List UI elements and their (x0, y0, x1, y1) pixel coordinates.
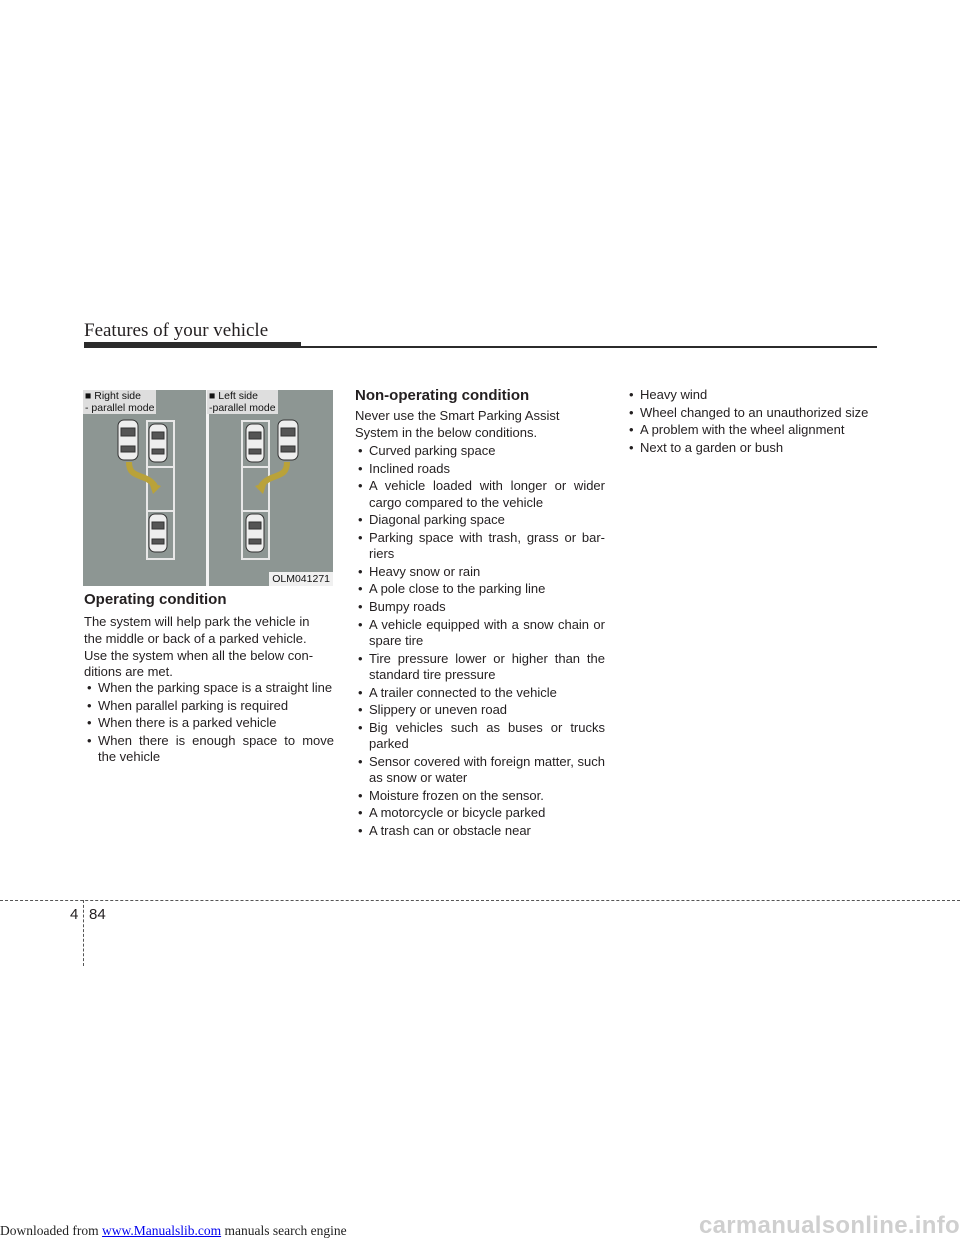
operating-list (84, 680, 334, 767)
list-item: • Heavy snow or rain (355, 564, 605, 580)
list-item: • Diagonal parking space (355, 512, 605, 528)
intro-line: the middle or back of a parked vehicle. (84, 630, 307, 646)
list-item: • When there is a parked vehicle (84, 715, 334, 731)
intro-line: Use the system when all the below con- (84, 647, 314, 663)
watermark: carmanualsonline.info (698, 1212, 960, 1239)
car-icon (246, 424, 264, 462)
list-item: • Parking space with trash, grass or bar-riers (355, 530, 605, 563)
list-item: • A pole close to the parking line (355, 581, 605, 597)
car-icon (149, 424, 167, 462)
footer-vertical-rule (83, 900, 84, 966)
car-icon (246, 514, 264, 552)
car-icon (278, 420, 298, 460)
page-number: 84 (89, 906, 106, 923)
car-icon (118, 420, 138, 460)
header-rule (84, 346, 877, 348)
list-item: • Curved parking space (355, 443, 605, 459)
intro-line: Never use the Smart Parking Assist (355, 408, 560, 423)
parking-illustration (83, 390, 333, 586)
figure-label-right-side: ■ Right side - parallel mode (85, 390, 155, 414)
list-item: • Heavy wind (626, 387, 878, 403)
non-operating-title: Non-operating condition (355, 387, 530, 404)
non-operating-list (355, 443, 605, 841)
list-item: • A vehicle equipped with a snow chain or spare tire (355, 617, 605, 650)
list-item: • Sensor covered with foreign matter, such as snow or water (355, 754, 605, 787)
list-item: • Next to a garden or bush (626, 440, 878, 456)
list-item: • A motorcycle or bicycle parked (355, 805, 605, 821)
list-item: • Tire pressure lower or higher than the standard tire pressure (355, 651, 605, 684)
parking-figure (83, 390, 333, 586)
list-item: • Big vehicles such as buses or trucks parked (355, 720, 605, 753)
list-item: • Slippery or uneven road (355, 702, 605, 718)
footer-rule (0, 900, 960, 901)
list-item: • A vehicle loaded with longer or wider cargo compared to the vehicle (355, 478, 605, 511)
list-item: • When the parking space is a straight line (84, 680, 334, 696)
list-item: • When there is enough space to move the vehicle (84, 733, 334, 766)
list-item: • Wheel changed to an unauthorized size (626, 405, 878, 421)
list-item: • When parallel parking is required (84, 698, 334, 714)
list-item: • A trailer connected to the vehicle (355, 685, 605, 701)
download-line (0, 1223, 347, 1239)
list-item: • Moisture frozen on the sensor. (355, 788, 605, 804)
intro-line: The system will help park the vehicle in (84, 614, 310, 629)
download-suffix: manuals search engine (221, 1223, 347, 1238)
car-icon (149, 514, 167, 552)
figure-label-left-side: ■ Left side -parallel mode (209, 390, 276, 414)
manualslib-link[interactable]: www.Manualslib.com (101, 1223, 222, 1238)
operating-intro (84, 614, 334, 681)
download-prefix: Downloaded from (0, 1223, 102, 1238)
header-title: Features of your vehicle (84, 320, 269, 341)
list-item: • A problem with the wheel alignment (626, 422, 878, 438)
intro-line: ditions are met. (84, 664, 173, 680)
non-operating-intro (355, 408, 605, 442)
chapter-number: 4 (70, 906, 79, 923)
non-operating-list-continued (626, 387, 878, 457)
list-item: • Inclined roads (355, 461, 605, 477)
intro-line: System in the below conditions. (355, 424, 538, 440)
list-item: • A trash can or obstacle near (355, 823, 605, 839)
figure-code: OLM041271 (269, 572, 333, 586)
list-item: • Bumpy roads (355, 599, 605, 615)
operating-title: Operating condition (84, 591, 227, 608)
